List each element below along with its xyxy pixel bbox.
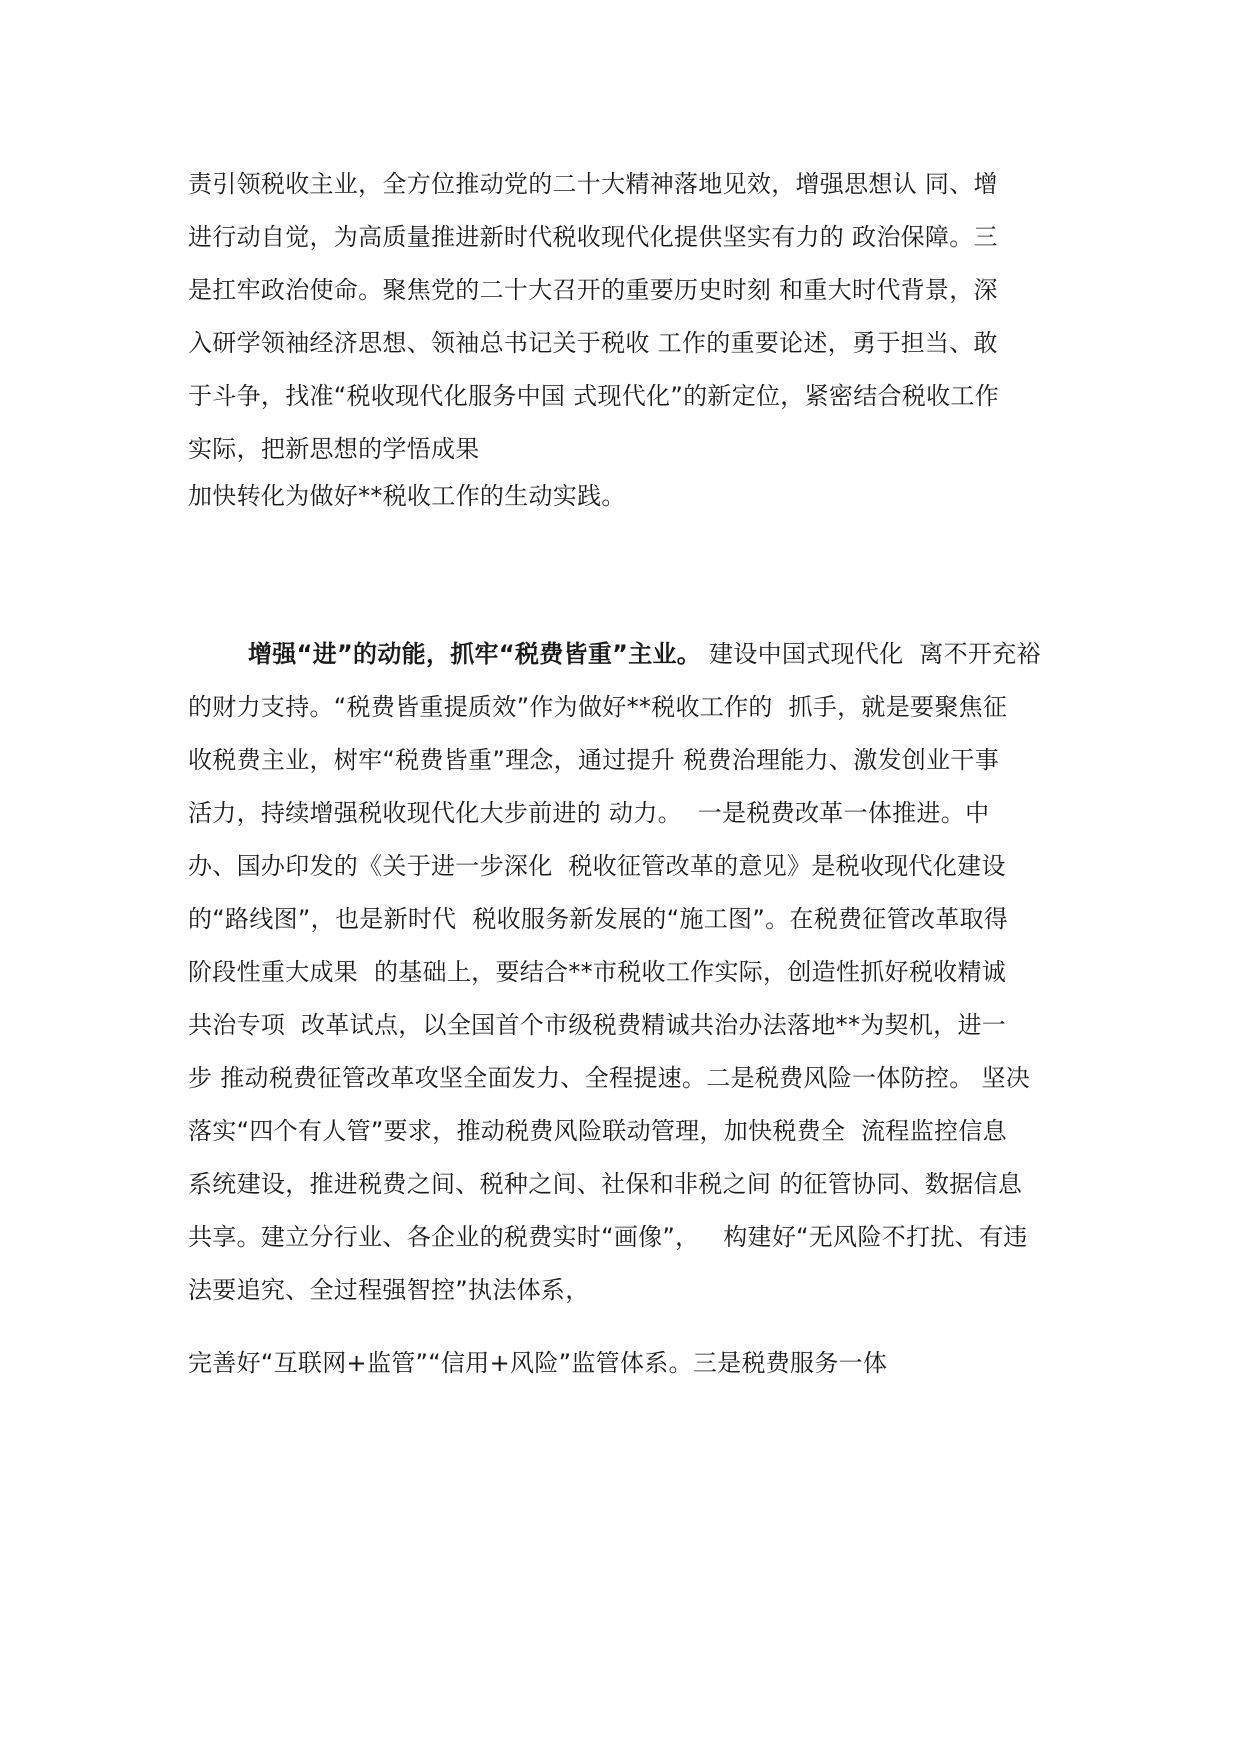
text-line: 收税费主业，树牢“税费皆重”理念，通过提升 税费治理能力、激发创业干事 xyxy=(188,746,999,774)
text-line: 进行动自觉，为高质量推进新时代税收现代化提供坚实有力的 政治保障。三 xyxy=(188,223,998,251)
text-line: 阶段性重大成果 的基础上，要结合**市税收工作实际，创造性抓好税收精诚 xyxy=(188,958,1007,986)
text-line: 共享。建立分行业、各企业的税费实时“画像”， 构建好“无风险不打扰、有违 xyxy=(188,1223,1028,1251)
text-line: 落实“四个有人管”要求，推动税费风险联动管理，加快税费全 流程监控信息 xyxy=(188,1117,1007,1145)
text-line: 法要追究、全过程强智控”执法体系， xyxy=(188,1276,590,1304)
text-line: 系统建设，推进税费之间、税种之间、社保和非税之间 的征管协同、数据信息 xyxy=(188,1170,1023,1198)
text-span: 建设中国式现代化 离不开充裕 xyxy=(701,640,1041,668)
paragraph-1 xyxy=(188,158,1068,476)
text-line: 入研学领袖经济思想、领袖总书记关于税收 工作的重要论述，勇于担当、敢 xyxy=(188,329,998,357)
text-line: 完善好“互联网+监管”“信用+风险”监管体系。三是税费服务一体 xyxy=(188,1349,888,1377)
text-line: 共治专项 改革试点，以全国首个市级税费精诚共治办法落地**为契机，进一 xyxy=(188,1011,1007,1039)
text-line: 于斗争，找准“税收现代化服务中国 式现代化”的新定位，紧密结合税收工作 xyxy=(188,382,999,410)
paragraph-3 xyxy=(188,628,1068,1317)
paragraph-first-line xyxy=(188,628,1068,681)
text-line: 活力，持续增强税收现代化大步前进的 动力。 一是税费改革一体推进。中 xyxy=(188,799,990,827)
text-line: 责引领税收主业，全方位推动党的二十大精神落地见效，增强思想认 同、增 xyxy=(188,170,998,198)
paragraph-2 xyxy=(188,470,1068,523)
text-line: 实际，把新思想的学悟成果 xyxy=(188,435,480,463)
text-line: 加快转化为做好**税收工作的生动实践。 xyxy=(188,482,626,510)
section-heading: 增强“进”的动能，抓牢“税费皆重”主业。 xyxy=(248,640,702,668)
text-line: 步 推动税费征管改革攻坚全面发力、全程提速。二是税费风险一体防控。 坚决 xyxy=(188,1064,1031,1092)
paragraph-4 xyxy=(188,1337,1068,1390)
text-line: 办、国办印发的《关于进一步深化 税收征管改革的意见》是税收现代化建设 xyxy=(188,852,1006,880)
text-line: 的“路线图”，也是新时代 税收服务新发展的“施工图”。在税费征管改革取得 xyxy=(188,905,1009,933)
text-line: 是扛牢政治使命。聚焦党的二十大召开的重要历史时刻 和重大时代背景，深 xyxy=(188,276,998,304)
text-line: 的财力支持。“税费皆重提质效”作为做好**税收工作的 抓手，就是要聚焦征 xyxy=(188,693,1008,721)
